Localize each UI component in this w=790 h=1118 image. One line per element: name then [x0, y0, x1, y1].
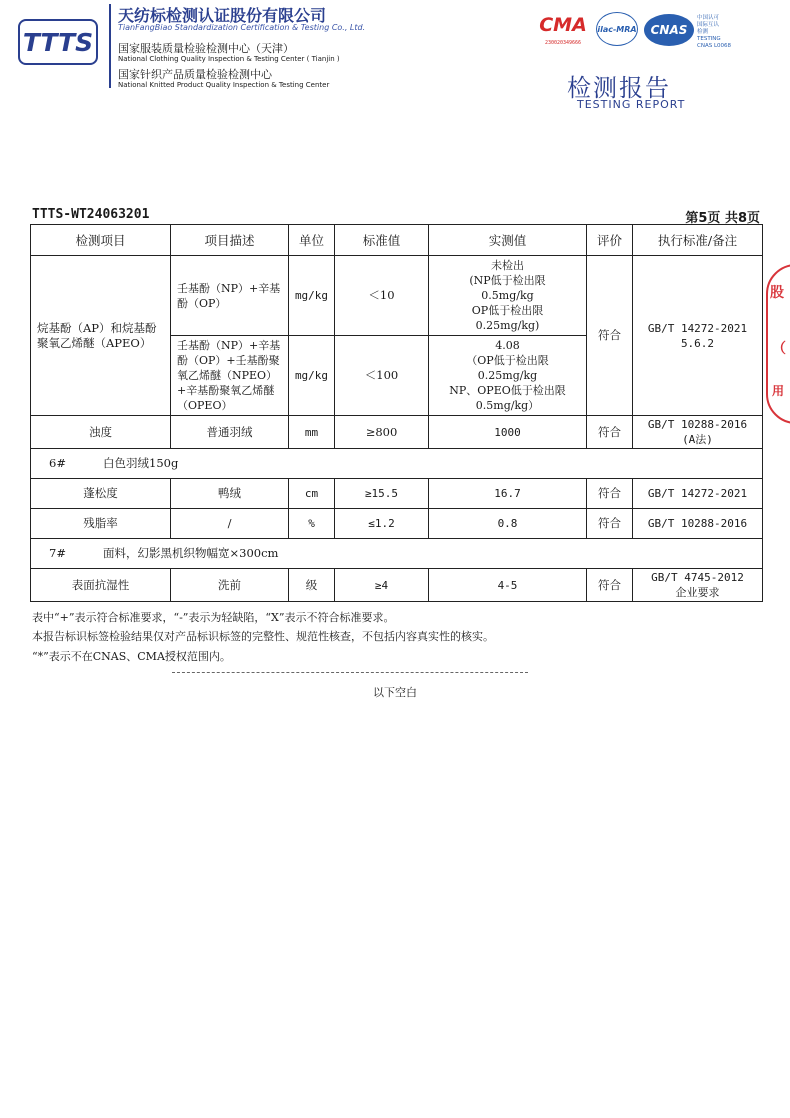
table-row	[31, 569, 763, 602]
center2-name-en: National Knitted Product Quality Inspection & Testing Center	[118, 81, 330, 89]
page-number: 第5页 共8页	[685, 211, 760, 226]
turbidity-standard: GB/T 10288-2016 (A法)	[633, 416, 763, 449]
wetting-std: ≥4	[335, 569, 429, 602]
company-logo: TTTS	[18, 19, 98, 65]
note-legend: 表中“+”表示符合标准要求，“-”表示为轻缺陷，“X”表示不符合标准要求。	[32, 611, 395, 624]
fill-power-std: ≥15.5	[335, 479, 429, 509]
report-title: 检测报告	[567, 74, 671, 102]
report-number: TTTS-WT24063201	[32, 207, 150, 222]
note-authorization: “*”表示不在CNAS、CMA授权范围内。	[32, 650, 231, 663]
turbidity-std: ≥800	[335, 416, 429, 449]
turbidity-item: 浊度	[31, 416, 171, 449]
cnas-mark: CNAS	[644, 14, 694, 46]
oil-standard: GB/T 10288-2016	[633, 509, 763, 539]
header-cell: 实测值	[429, 225, 587, 256]
table-row	[31, 416, 763, 449]
note-label-scope: 本报告标识标签检验结果仅对产品标识标签的完整性、规范性核查，不包括内容真实性的核实。	[32, 630, 494, 643]
wetting-unit: 级	[289, 569, 335, 602]
end-of-content: 以下空白	[373, 686, 417, 699]
fill-power-result: 16.7	[429, 479, 587, 509]
header-cell: 标准值	[335, 225, 429, 256]
fill-power-standard: GB/T 14272-2021	[633, 479, 763, 509]
company-name-en: TianFangBiao Standardization Certification & Testing Co., Ltd.	[118, 23, 366, 32]
cma-mark: CMA 230020349666	[539, 14, 587, 46]
seal-char: 股	[770, 285, 784, 301]
table-row	[31, 509, 763, 539]
sample-row	[31, 449, 763, 479]
report-title-en: TESTING REPORT	[577, 98, 686, 111]
wetting-standard: GB/T 4745-2012 企业要求	[633, 569, 763, 602]
oil-unit: %	[289, 509, 335, 539]
apeo-unit-1: mg/kg	[289, 256, 335, 336]
ilac-mra-mark: ilac-MRA	[596, 12, 638, 46]
cnas-side-text: 中国认可 国际互认 检测 TESTING CNAS L0068	[697, 15, 732, 49]
wetting-item: 表面抗湿性	[31, 569, 171, 602]
table-row	[31, 479, 763, 509]
end-divider	[172, 672, 528, 673]
apeo-item: 烷基酚（AP）和烷基酚聚氧乙烯醚（APEO）	[31, 256, 171, 416]
apeo-desc-1: 壬基酚（NP）+辛基酚（OP）	[171, 256, 289, 336]
apeo-desc-2: 壬基酚（NP）+辛基酚（OP）+壬基酚聚氧乙烯醚（NPEO）+辛基酚聚氧乙烯醚（OPEO）	[171, 336, 289, 416]
apeo-std-2: ＜100	[335, 336, 429, 416]
oil-eval: 符合	[587, 509, 633, 539]
apeo-result-1: 未检出 (NP低于检出限 0.5mg/kg OP低于检出限 0.25mg/kg)	[429, 256, 587, 336]
apeo-std-1: ＜10	[335, 256, 429, 336]
apeo-standard: GB/T 14272-2021 5.6.2	[633, 256, 763, 416]
seal-char: （	[772, 341, 786, 357]
header-divider	[109, 4, 111, 88]
oil-item: 残脂率	[31, 509, 171, 539]
results-table	[30, 224, 763, 602]
turbidity-desc: 普通羽绒	[171, 416, 289, 449]
turbidity-eval: 符合	[587, 416, 633, 449]
sample-row	[31, 539, 763, 569]
oil-desc: /	[171, 509, 289, 539]
fill-power-item: 蓬松度	[31, 479, 171, 509]
table-row	[31, 256, 763, 336]
turbidity-unit: mm	[289, 416, 335, 449]
header-cell: 项目描述	[171, 225, 289, 256]
fill-power-desc: 鸭绒	[171, 479, 289, 509]
wetting-eval: 符合	[587, 569, 633, 602]
header-cell: 单位	[289, 225, 335, 256]
header-cell: 评价	[587, 225, 633, 256]
header-cell: 检测项目	[31, 225, 171, 256]
apeo-eval: 符合	[587, 256, 633, 416]
center2-name: 国家针织产品质量检验检测中心	[118, 68, 272, 81]
center1-name: 国家服装质量检验检测中心（天津）	[118, 42, 294, 55]
fill-power-unit: cm	[289, 479, 335, 509]
table-header-row	[31, 225, 763, 256]
turbidity-result: 1000	[429, 416, 587, 449]
oil-std: ≤1.2	[335, 509, 429, 539]
apeo-result-2: 4.08 （OP低于检出限 0.25mg/kg NP、OPEO低于检出限 0.5mg/kg）	[429, 336, 587, 416]
wetting-desc: 洗前	[171, 569, 289, 602]
company-name: 天纺标检测认证股份有限公司	[118, 6, 327, 25]
apeo-unit-2: mg/kg	[289, 336, 335, 416]
sample-6-label: 6# 白色羽绒150g	[31, 449, 763, 479]
oil-result: 0.8	[429, 509, 587, 539]
wetting-result: 4-5	[429, 569, 587, 602]
sample-7-label: 7# 面料，幻影黑机织物幅宽×300cm	[31, 539, 763, 569]
fill-power-eval: 符合	[587, 479, 633, 509]
header-cell: 执行标准/备注	[633, 225, 763, 256]
seal-char: 用	[772, 384, 785, 398]
center1-name-en: National Clothing Quality Inspection & Testing Center ( Tianjin )	[118, 55, 340, 63]
